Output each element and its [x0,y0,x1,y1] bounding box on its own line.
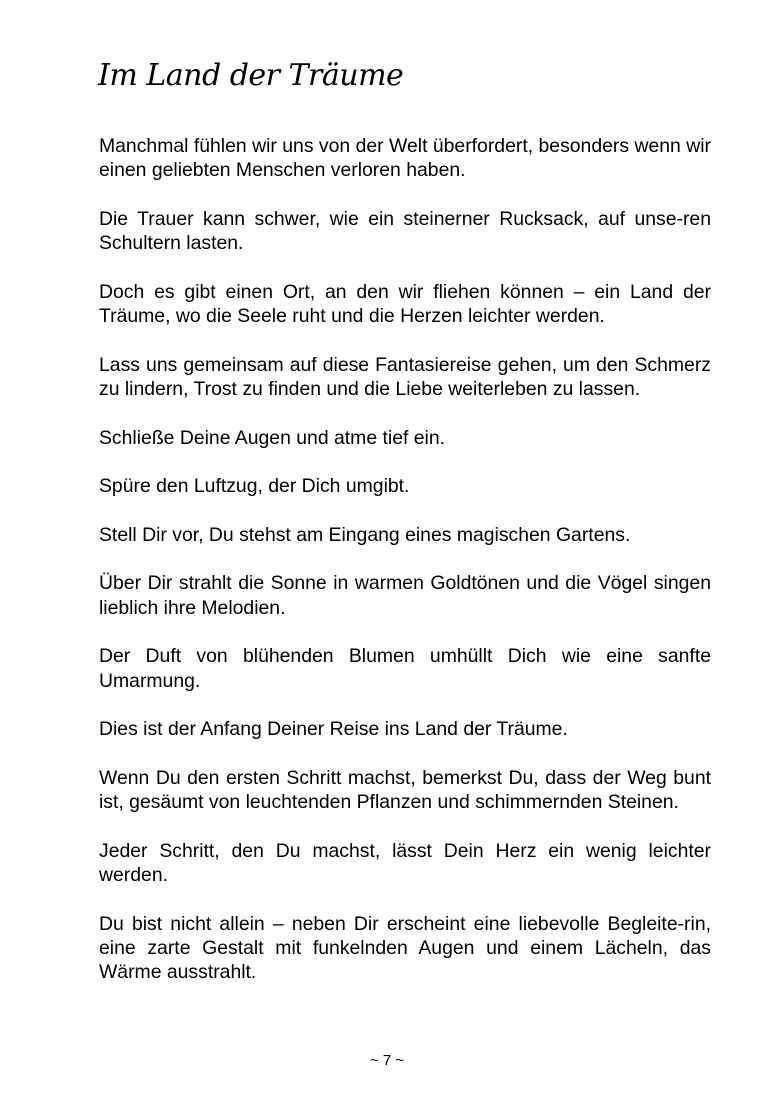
paragraph: Lass uns gemeinsam auf diese Fantasiereise gehen, um den Schmerz zu lindern, Trost zu finden und die Liebe weiterleben zu lassen. [99,353,711,400]
paragraph: Dies ist der Anfang Deiner Reise ins Land der Träume. [99,718,568,741]
paragraph: Die Trauer kann schwer, wie ein steinerner Rucksack, auf unse-ren Schultern lasten. [99,207,711,255]
paragraph: Wenn Du den ersten Schritt machst, bemerkst Du, dass der Weg bunt ist, gesäumt von leuchtenden Pflanzen und schimmernden Steinen. [99,766,711,814]
paragraph: Schließe Deine Augen und atme tief ein. [99,426,446,449]
paragraph: Manchmal fühlen wir uns von der Welt überfordert, besonders wenn wir einen geliebten Menschen verloren haben. [99,135,711,182]
body-text [99,134,711,1009]
paragraph: Der Duft von blühenden Blumen umhüllt Dich wie eine sanfte Umarmung. [99,645,711,692]
paragraph: Spüre den Luftzug, der Dich umgibt. [99,475,410,498]
paragraph: Über Dir strahlt die Sonne in warmen Goldtönen und die Vögel singen lieblich ihre Melodien. [99,572,711,619]
paragraph: Du bist nicht allein – neben Dir erscheint eine liebevolle Begleite-rin, eine zarte Gestalt mit funkelnden Augen und einem Lächeln, das Wärme ausstrahlt. [99,912,711,984]
paragraph: Stell Dir vor, Du stehst am Eingang eines magischen Gartens. [99,523,631,546]
page-title: Im Land der Träume [98,58,404,93]
paragraph: Jeder Schritt, den Du machst, lässt Dein Herz ein wenig leichter werden. [99,839,711,886]
page-number: ~ 7 ~ [369,1052,405,1069]
paragraph: Doch es gibt einen Ort, an den wir fliehen können – ein Land der Träume, wo die Seele ruht und die Herzen leichter werden. [99,280,711,328]
